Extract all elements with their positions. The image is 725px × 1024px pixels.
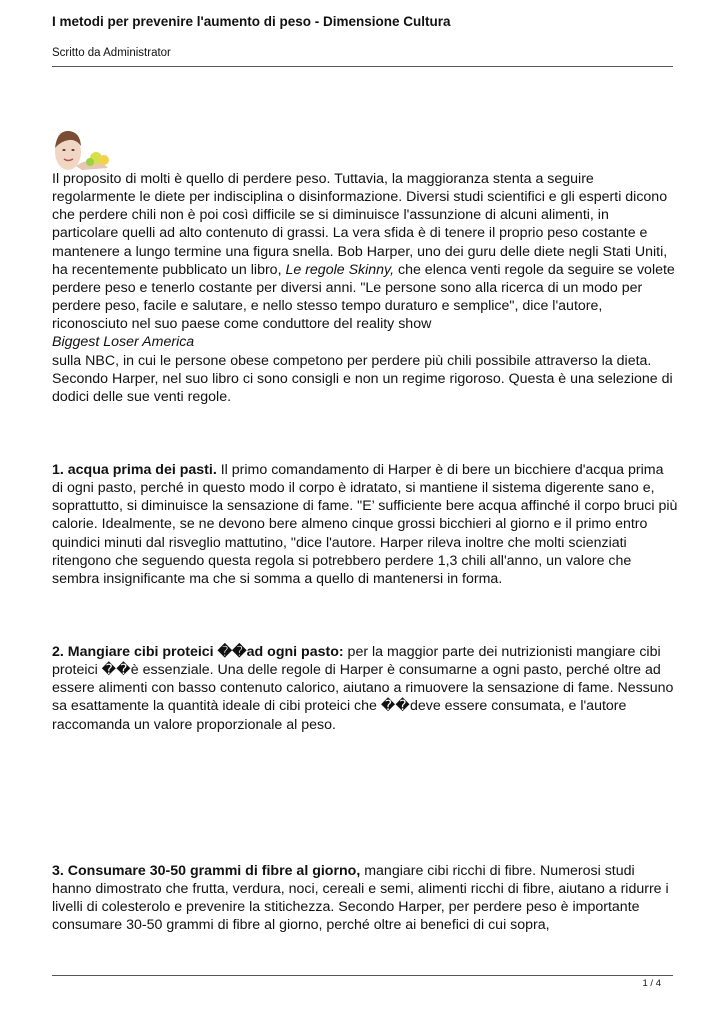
rule-2-body: per la maggior parte dei nutrizionisti mangiare cibi proteici ��è essenziale. Una delle regole di Harper è consumarne a ogni pasto, perché oltre ad essere alimenti con basso contenuto calorico, aiutano a rimuovere la sensazione di fame. Nessuno sa esattamente la quantità ideale di cibi proteici che ��deve essere consumata, e l'autore raccomanda un valore proporzionale al peso. — [52, 644, 674, 733]
footer-divider — [52, 975, 673, 976]
book-title: Le regole Skinny, — [285, 261, 395, 278]
rule-2-section — [52, 643, 678, 734]
rule-1-body: Il primo comandamento di Harper è di bere un bicchiere d'acqua prima di ogni pasto, perché in questo modo il corpo è idratato, si mantiene il sistema digerente sano e, soprattutto, si diminuisce la sensazione di fame. "E’ sufficiente bere acqua affinché il corpo bruci più calorie. Idealmente, se ne devono bere almeno cinque grossi bicchieri al giorno e il primo entro quindici minuti dal risveglio mattutino, "dice l'autore. Harper rileva inoltre che molti scienziati ritengono che seguendo questa regola si potrebbero perdere 1,3 chili all'anno, un valore che sembra insignificante ma che si somma a quello di mantenersi in forma. — [52, 462, 678, 587]
header-divider — [52, 66, 673, 67]
intro-paragraph — [52, 170, 678, 406]
intro-text-1: Il proposito di molti è quello di perdere peso. Tuttavia, la maggioranza stenta a seguire regolarmente le diete per indisciplina o disinformazione. Diversi studi scientifici e gli esperti dicono che perdere chili non è poi così difficile se si diminuisce l'assunzione di alcuni alimenti, in particolare quelli ad alto contenuto di grassi. La vera sfida è di tenere il proprio peso costante e mantenere a lungo termine una figura snella. Bob Harper, uno dei guru delle diete negli Stati Uniti, ha recentemente pubblicato un libro, — [52, 171, 668, 278]
woman-with-fruit-image — [52, 126, 112, 170]
rule-3-section — [52, 862, 678, 935]
intro-text-3: sulla NBC, in cui le persone obese competono per perdere più chili possibile attraverso la dieta. Secondo Harper, nel suo libro ci sono consigli e non un regime rigoroso. Questa è una selezione di dodici delle sue venti regole. — [52, 352, 673, 405]
rule-1-heading: 1. acqua prima dei pasti. — [52, 462, 217, 478]
page-number: 1 / 4 — [642, 978, 661, 989]
rule-1-section — [52, 461, 678, 588]
intro-text-2: che elenca venti regole da seguire se volete perdere peso e tenerlo costante per diversi anni. "Le persone sono alla ricerca di un modo per perdere peso, facile e salutare, e nello stesso tempo duraturo e semplice", dice l'autore, riconosciuto nel suo paese come conduttore del reality show — [52, 261, 675, 333]
show-title: Biggest Loser America — [52, 334, 195, 351]
rule-2-heading: 2. Mangiare cibi proteici ��ad ogni pasto: — [52, 644, 344, 660]
rule-3-body: mangiare cibi ricchi di fibre. Numerosi studi hanno dimostrato che frutta, verdura, noci, cereali e semi, alimenti ricchi di fibre, aiutano a ridurre i livelli di colesterolo e prevenire la stitichezza. Secondo Harper, per perdere peso è importante consumare 30-50 grammi di fibre al giorno, perché oltre ai benefici di cui sopra, — [52, 863, 669, 934]
document-title: I metodi per prevenire l'aumento di peso - Dimensione Cultura — [52, 14, 451, 29]
author-line: Scritto da Administrator — [52, 47, 171, 59]
rule-3-heading: 3. Consumare 30-50 grammi di fibre al giorno, — [52, 863, 361, 879]
